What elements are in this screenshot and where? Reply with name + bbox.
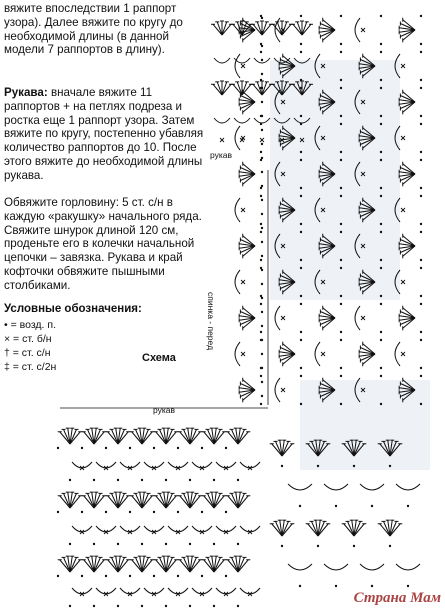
chain-arc (96, 462, 116, 468)
chain-dot (260, 231, 262, 233)
chain-dot (201, 575, 203, 577)
chain-dot (371, 505, 373, 507)
chain-arc (240, 588, 260, 594)
chain-arc (355, 162, 360, 186)
chain-dot (300, 15, 302, 17)
chain-arc (234, 118, 250, 123)
chain-dot (420, 231, 422, 233)
chain-dot (380, 303, 382, 305)
chain-dot (340, 375, 342, 377)
chain-arc (360, 564, 384, 570)
chain-dot (340, 79, 342, 81)
chain-dot (340, 339, 342, 341)
stitch-line (213, 24, 222, 35)
chain-dot (340, 367, 342, 369)
chain-dot (261, 339, 263, 341)
chain-dot (380, 223, 382, 225)
chain-arc (294, 58, 310, 63)
chain-dot (261, 129, 263, 131)
chain-dot (261, 73, 263, 75)
chain-dot (153, 447, 155, 449)
chain-dot (81, 575, 83, 577)
chain-dot (420, 115, 422, 117)
chain-dot (81, 511, 83, 513)
chain-dot (420, 151, 422, 153)
chain-arc (315, 342, 320, 366)
chain-dot (380, 43, 382, 45)
chain-dot (300, 223, 302, 225)
chain-dot (340, 259, 342, 261)
chain-dot (300, 195, 302, 197)
chain-arc (72, 588, 92, 594)
stitch-line (302, 22, 307, 35)
chain-dot (261, 185, 263, 187)
chain-dot (340, 51, 342, 53)
chain-arc (216, 588, 236, 594)
chain-dot (261, 325, 263, 327)
chain-arc (120, 526, 140, 532)
chain-dot (57, 575, 59, 577)
chain-dot (189, 543, 191, 545)
chain-dot (213, 605, 215, 607)
chain-arc (395, 126, 400, 150)
chain-arc (315, 126, 320, 150)
watermark-logo: Страна Мам (353, 590, 441, 606)
chain-arc (72, 526, 92, 532)
chain-dot (300, 259, 302, 261)
chain-dot (340, 195, 342, 197)
chain-dot (380, 79, 382, 81)
chain-arc (168, 526, 188, 532)
chain-arc (214, 58, 230, 63)
chain-dot (340, 43, 342, 45)
chain-dot (165, 479, 167, 481)
chain-dot (261, 199, 263, 201)
chain-dot (261, 367, 263, 369)
chain-dot (380, 295, 382, 297)
chain-dot (105, 575, 107, 577)
chain-dot (260, 303, 262, 305)
chain-arc (355, 378, 360, 402)
double-crochet-symbol: † (4, 347, 10, 359)
chain-dot (300, 367, 302, 369)
chain-arc (315, 198, 320, 222)
chain-dot (189, 605, 191, 607)
chain-dot (300, 43, 302, 45)
chain-dot (340, 87, 342, 89)
chain-arc (235, 198, 240, 222)
chain-dot (261, 87, 263, 89)
chain-dot (129, 575, 131, 577)
chain-dot (261, 297, 263, 299)
chain-dot (380, 51, 382, 53)
chain-dot (69, 543, 71, 545)
chain-dot (261, 171, 263, 173)
chain-arc (360, 484, 384, 490)
chain-dot (407, 505, 409, 507)
chain-arc (288, 484, 312, 490)
chain-dot (129, 511, 131, 513)
chain-dot (380, 231, 382, 233)
chain-dot (261, 59, 263, 61)
stitch-line (233, 84, 242, 95)
chain-dot (300, 375, 302, 377)
treble-crochet-label: = ст. с/2н (9, 361, 57, 373)
chain-dot (300, 339, 302, 341)
chain-arc (275, 234, 280, 258)
stitch-line (302, 24, 311, 35)
stitch-line (217, 82, 222, 95)
chain-dot (300, 159, 302, 161)
single-crochet-symbol: × (4, 333, 11, 345)
chain-dot (261, 213, 263, 215)
chain-dot (81, 447, 83, 449)
chain-arc (240, 526, 260, 532)
stitch-line (282, 22, 287, 35)
stitch-line (293, 84, 302, 95)
chain-arc (396, 564, 420, 570)
chain-dot (105, 447, 107, 449)
chain-dot (420, 331, 422, 333)
chain-dot (117, 605, 119, 607)
chain-dot (69, 605, 71, 607)
chain-dot (261, 395, 263, 397)
chain-dot (380, 159, 382, 161)
stitch-line (302, 84, 311, 95)
chain-dot (260, 51, 262, 53)
chain-dot (380, 403, 382, 405)
sleeves-heading: Рукава: (4, 86, 48, 99)
chain-dot (105, 511, 107, 513)
single-crochet-label: = ст. б/н (10, 333, 52, 345)
stitch-line (253, 84, 262, 95)
chain-dot (260, 223, 262, 225)
stitch-line (222, 22, 227, 35)
sleeves-text: вначале вяжите 11 раппортов + на петлях подреза и ростка еще 1 раппорт узора. Затем вяжите по кругу, постепенно убавляя количество раппортов до 10. После этого вяжите до необходимой длины рукава. (4, 86, 204, 182)
stitch-line (297, 22, 302, 35)
chain-arc (120, 462, 140, 468)
chain-dot (237, 479, 239, 481)
chain-dot (420, 43, 422, 45)
stitch-line (237, 82, 242, 95)
chain-dot (340, 267, 342, 269)
chain-arc (275, 162, 280, 186)
chain-dot (380, 367, 382, 369)
stitch-line (282, 82, 287, 95)
chain-dot (420, 295, 422, 297)
chain-dot (420, 303, 422, 305)
chain-dot (201, 511, 203, 513)
chain-dot (237, 543, 239, 545)
chain-arc (235, 126, 240, 150)
chain-arc (274, 118, 290, 123)
chain-dot (420, 375, 422, 377)
legend-title: Условные обозначения: (4, 303, 142, 315)
chain-dot (260, 195, 262, 197)
chain-dot (261, 353, 263, 355)
chain-dot (380, 267, 382, 269)
chain-dot (340, 303, 342, 305)
chain-dot (380, 15, 382, 17)
chain-dot (353, 545, 355, 547)
chain-dot (261, 311, 263, 313)
chain-dot (93, 605, 95, 607)
chain-dot (225, 447, 227, 449)
chain-dot (260, 259, 262, 261)
treble-crochet-symbol: ‡ (4, 361, 10, 373)
chain-dot (335, 585, 337, 587)
chain-dot (420, 367, 422, 369)
chain-dot (420, 79, 422, 81)
chain-dot (141, 479, 143, 481)
chain-dot (260, 151, 262, 153)
chain-dot (261, 255, 263, 257)
chain-dot (340, 231, 342, 233)
chain-dot (261, 45, 263, 47)
chain-arc (235, 342, 240, 366)
chain-dot (225, 575, 227, 577)
chain-arc (395, 270, 400, 294)
chain-arc (294, 118, 310, 123)
chain-arc (144, 462, 164, 468)
chain-dot (389, 465, 391, 467)
chain-dot (420, 195, 422, 197)
chain-dot (261, 101, 263, 103)
chain-dot (300, 187, 302, 189)
chain-dot (237, 605, 239, 607)
chain-dot (177, 575, 179, 577)
chain-dot (380, 187, 382, 189)
chain-dot (420, 123, 422, 125)
stitch-line (262, 22, 267, 35)
chain-dot (300, 331, 302, 333)
chain-dot (380, 259, 382, 261)
stitch-line (222, 24, 231, 35)
chain-dot (300, 267, 302, 269)
chain-dot (380, 339, 382, 341)
stitch-line (262, 24, 271, 35)
chain-arc (235, 270, 240, 294)
chain-dot (340, 151, 342, 153)
chain-arc (275, 90, 280, 114)
chain-dot (340, 223, 342, 225)
chain-arc (288, 564, 312, 570)
chain-dot (340, 115, 342, 117)
chain-dot (420, 339, 422, 341)
chain-dot (165, 605, 167, 607)
chain-dot (177, 511, 179, 513)
chain-dot (93, 479, 95, 481)
chain-dot (353, 465, 355, 467)
chain-dot (420, 15, 422, 17)
chain-dot (317, 465, 319, 467)
chain-dot (93, 543, 95, 545)
chain-dot (420, 51, 422, 53)
chain-dot (300, 151, 302, 153)
chain-dot (261, 381, 263, 383)
chain-dot (299, 585, 301, 587)
stitch-line (302, 82, 307, 95)
chain-arc (144, 526, 164, 532)
chain-dot (420, 267, 422, 269)
chain-dot (153, 511, 155, 513)
chain-dot (380, 195, 382, 197)
chain-arc (235, 54, 240, 78)
chain-arc (96, 588, 116, 594)
chain-dot (420, 259, 422, 261)
chain-arc (355, 234, 360, 258)
chain-dot (420, 223, 422, 225)
chain-arc (275, 306, 280, 330)
chain-stitch-label: = возд. п. (7, 319, 56, 331)
chain-dot (340, 123, 342, 125)
chain-dot (213, 479, 215, 481)
stitch-line (242, 84, 251, 95)
stitch-line (233, 24, 242, 35)
chain-dot (261, 17, 263, 19)
chain-dot (261, 143, 263, 145)
chain-dot (380, 123, 382, 125)
chain-arc (192, 526, 212, 532)
double-crochet-label: = ст. с/н (9, 347, 51, 359)
chain-dot (420, 403, 422, 405)
chain-arc (355, 18, 360, 42)
chain-dot (317, 545, 319, 547)
chain-dot (141, 605, 143, 607)
chain-arc (96, 526, 116, 532)
chain-dot (165, 543, 167, 545)
chain-arc (240, 462, 260, 468)
chain-dot (213, 543, 215, 545)
chart-title: Схема (142, 352, 176, 364)
stitch-line (222, 82, 227, 95)
chain-dot (260, 403, 262, 405)
chain-dot (57, 447, 59, 449)
chain-arc (324, 484, 348, 490)
chain-arc (192, 588, 212, 594)
chain-dot (389, 545, 391, 547)
stitch-line (282, 84, 291, 95)
chain-arc (275, 378, 280, 402)
chain-dot (201, 447, 203, 449)
chain-dot (340, 403, 342, 405)
sleeve-label-top: рукав (210, 150, 233, 160)
chain-arc (395, 342, 400, 366)
chain-dot (380, 375, 382, 377)
chain-dot (380, 331, 382, 333)
chain-dot (57, 511, 59, 513)
chain-dot (117, 479, 119, 481)
chain-dot (300, 303, 302, 305)
chain-arc (315, 270, 320, 294)
chain-dot (300, 51, 302, 53)
chain-arc (192, 462, 212, 468)
chain-dot (260, 331, 262, 333)
chain-dot (299, 505, 301, 507)
chain-stitch-symbol: • (4, 319, 8, 331)
chain-dot (260, 375, 262, 377)
chain-dot (261, 269, 263, 271)
chain-arc (396, 484, 420, 490)
chain-dot (261, 157, 263, 159)
chain-arc (315, 54, 320, 78)
chain-dot (300, 115, 302, 117)
body-label-vertical: спинка - перед (206, 292, 216, 351)
stitch-line (293, 24, 302, 35)
chain-dot (261, 227, 263, 229)
chain-arc (216, 526, 236, 532)
chain-dot (261, 115, 263, 117)
chain-dot (261, 283, 263, 285)
chain-dot (371, 585, 373, 587)
chain-dot (300, 403, 302, 405)
chain-dot (153, 575, 155, 577)
chain-dot (300, 295, 302, 297)
chain-arc (355, 306, 360, 330)
chain-arc (324, 564, 348, 570)
stitch-line (262, 84, 271, 95)
chain-arc (254, 118, 270, 123)
chain-arc (216, 462, 236, 468)
chain-dot (420, 187, 422, 189)
stitch-line (222, 84, 231, 95)
chain-dot (225, 511, 227, 513)
chain-arc (395, 54, 400, 78)
chain-dot (380, 151, 382, 153)
chain-dot (420, 159, 422, 161)
chain-dot (69, 479, 71, 481)
chain-dot (261, 31, 263, 33)
chain-dot (340, 187, 342, 189)
chain-dot (380, 115, 382, 117)
chain-dot (261, 241, 263, 243)
chain-dot (340, 295, 342, 297)
chain-dot (335, 505, 337, 507)
chain-dot (141, 543, 143, 545)
chain-dot (117, 543, 119, 545)
chain-arc (120, 588, 140, 594)
chain-arc (72, 462, 92, 468)
chain-dot (189, 479, 191, 481)
sleeve-label-bottom: рукав (153, 405, 176, 415)
chain-arc (144, 588, 164, 594)
chain-arc (395, 198, 400, 222)
chain-dot (177, 447, 179, 449)
chain-dot (340, 15, 342, 17)
neckline-paragraph: Обвяжите горловину: 5 ст. с/н в каждую «ракушку» начального ряда. Свяжите шнурок длиной 120 см, проденьте его в колечки начальной цепочки – завязка. Рукава и край кофточки обвяжите пышными столбиками. (4, 196, 202, 292)
chain-dot (281, 465, 283, 467)
chain-arc (355, 90, 360, 114)
stitch-line (273, 24, 282, 35)
chain-dot (407, 585, 409, 587)
stitch-line (257, 22, 262, 35)
stitch-line (213, 84, 222, 95)
chain-arc (168, 588, 188, 594)
chain-dot (340, 331, 342, 333)
chain-dot (300, 231, 302, 233)
intro-paragraph: вяжите впоследствии 1 раппорт узора). Далее вяжите по кругу до необходимой длины (в данной модели 7 раппортов в длину). (4, 2, 183, 57)
chain-dot (340, 159, 342, 161)
chain-dot (129, 447, 131, 449)
stitch-line (217, 22, 222, 35)
chain-arc (214, 118, 230, 123)
chain-arc (168, 462, 188, 468)
chain-dot (281, 545, 283, 547)
chain-dot (380, 87, 382, 89)
chain-dot (420, 87, 422, 89)
